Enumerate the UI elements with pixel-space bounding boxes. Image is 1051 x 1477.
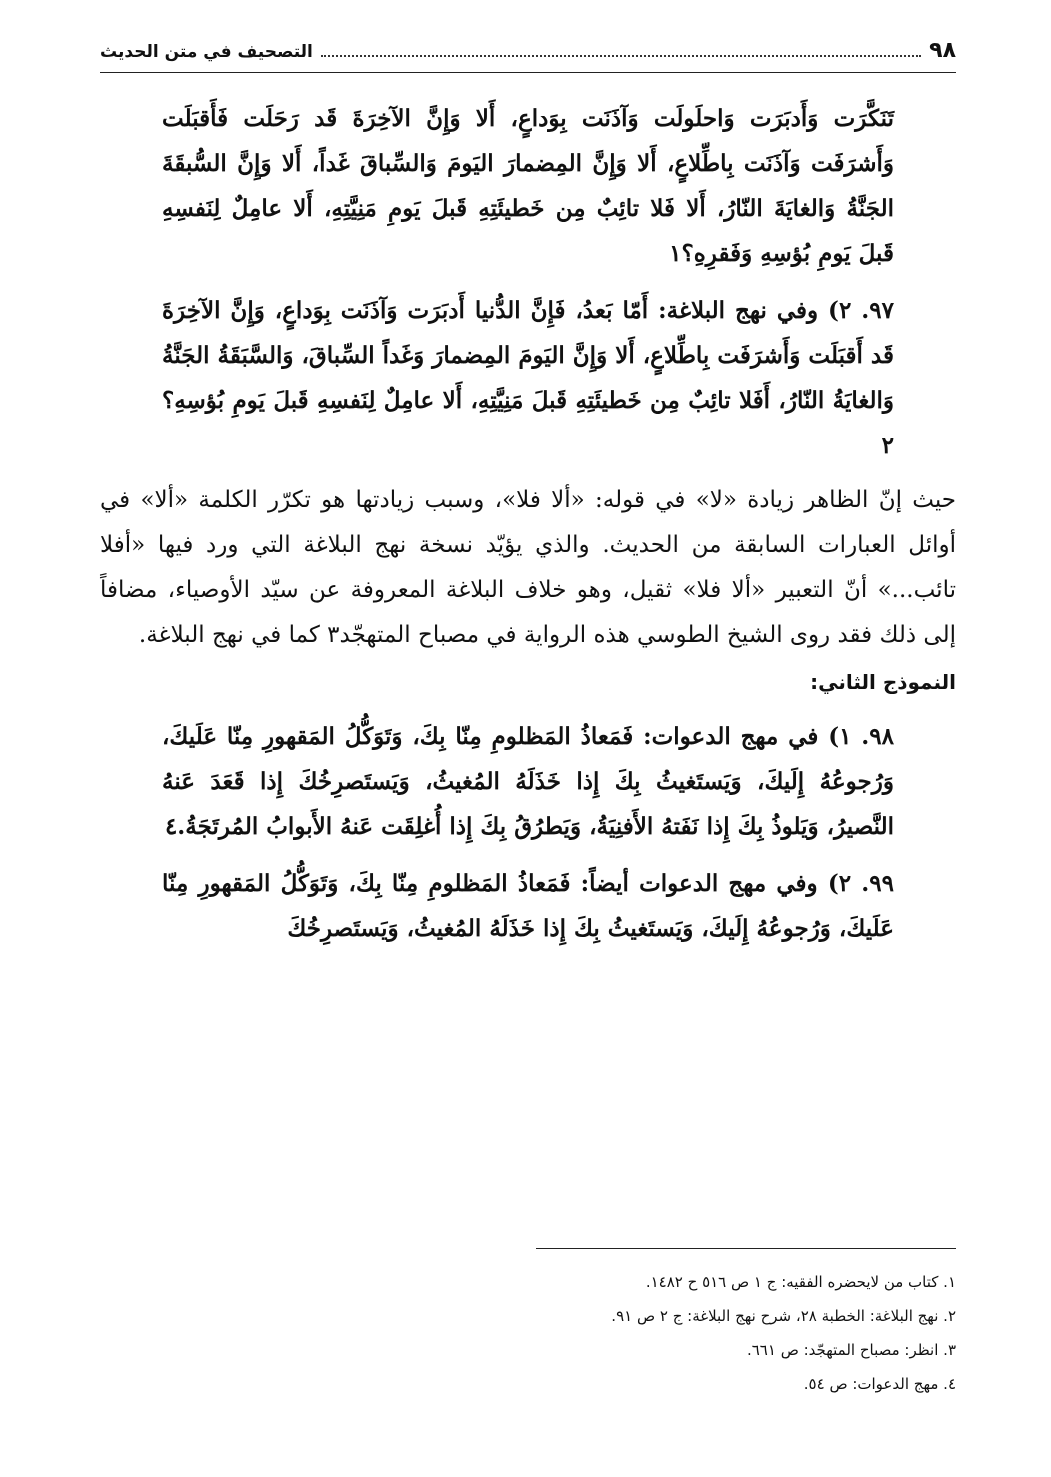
footnote-separator bbox=[536, 1248, 956, 1249]
quote-text: تَنَكَّرَت وَأَدبَرَت وَاحلَولَت وَآذَنَت بِوَداعٍ، أَلا وَإِنَّ الآخِرَةَ قَد رَحَلَت فَأَقبَلَت وَأَشرَفَت وَآذَنَت بِاطِّلاعٍ، أَلا وَإِنَّ المِضمارَ اليَومَ وَالسِّباقَ غَداً، أَلا وَإِنَّ السُّبقَةَ الجَنَّةُ وَالغايَةَ النّارُ، أَلا فَلا تائِبٌ مِن خَطيئَتِهِ قَبلَ يَومِ مَنِيَّتِهِ، أَلا عامِلٌ لِنَفسِهِ قَبلَ يَومِ بُؤسِهِ وَفَقرِهِ؟١ bbox=[162, 105, 894, 267]
footnotes bbox=[100, 1265, 956, 1401]
hadith-quote-2 bbox=[162, 288, 894, 468]
header-rule bbox=[100, 72, 956, 73]
footnote-4: ٤. مهج الدعوات: ص ٥٤. bbox=[803, 1375, 956, 1393]
footnote-2: ٢. نهج البلاغة: الخطبة ٢٨، شرح نهج البلاغة: ج ٢ ص ٩١. bbox=[611, 1307, 956, 1325]
main-text bbox=[100, 96, 956, 951]
footnote-1: ١. كتاب من لايحضره الفقيه: ج ١ ص ٥١٦ ح ١٤٨٢. bbox=[645, 1273, 956, 1291]
quote-text: ٩٨. ١) في مهج الدعوات: فَمَعاذُ المَظلومِ مِنّا بِكَ، وَتَوَكُّلُ المَقهورِ مِنّا عَلَيكَ، وَرُجوعُهُ إِلَيكَ، وَيَستَغيثُ بِكَ إِذا خَذَلَهُ المُغيثُ، وَيَستَصرِخُكَ إِذا قَعَدَ عَنهُ النَّصيرُ، وَيَلوذُ بِكَ إِذا نَفَتهُ الأَفنِيَةُ، وَيَطرُقُ بِكَ إِذا أُغلِقَت عَنهُ الأَبوابُ المُرتَجَةُ.٤ bbox=[162, 723, 895, 840]
section-subheading: النموذج الثاني: bbox=[810, 670, 956, 694]
hadith-quote-3 bbox=[162, 714, 894, 849]
paragraph-text: حيث إنّ الظاهر زيادة «لا» في قوله: «ألا فلا»، وسبب زيادتها هو تكرّر الكلمة «ألا» في أوائل العبارات السابقة من الحديث. والذي يؤيّد نسخة نهج البلاغة التي ورد فيها «أفلا تائب...» أنّ التعبير «ألا فلا» ثقيل، وهو خلاف البلاغة المعروفة عن سيّد الأوصياء، مضافاً إلى ذلك فقد روى الشيخ الطوسي هذه الرواية في مصباح المتهجّد٣ كما في نهج البلاغة. bbox=[100, 487, 956, 648]
commentary-paragraph bbox=[100, 478, 956, 658]
hadith-quote-1 bbox=[162, 96, 894, 276]
hadith-quote-4 bbox=[162, 861, 894, 951]
running-title: التصحيف في متن الحديث bbox=[100, 42, 313, 62]
header-dot-leader bbox=[321, 41, 921, 57]
page-number: ٩٨ bbox=[929, 38, 956, 63]
quote-text: ٩٩. ٢) وفي مهج الدعوات أيضاً: فَمَعاذُ المَظلومِ مِنّا بِكَ، وَتَوَكُّلُ المَقهورِ مِنّا عَلَيكَ، وَرُجوعُهُ إِلَيكَ، وَيَستَغيثُ بِكَ إِذا خَذَلَهُ المُغيثُ، وَيَستَصرِخُكَ bbox=[162, 870, 895, 942]
quote-text: ٩٧. ٢) وفي نهج البلاغة: أَمّا بَعدُ، فَإِنَّ الدُّنيا أَدبَرَت وَآذَنَت بِوَداعٍ، وَإِنَّ الآخِرَةَ قَد أَقبَلَت وَأَشرَفَت بِاطِّلاعٍ، أَلا وَإِنَّ اليَومَ المِضمارَ وَغَداً السِّباقَ، وَالسَّبَقَةُ الجَنَّةُ وَالغايَةُ النّارُ، أَفَلا تائِبٌ مِن خَطيئَتِهِ قَبلَ مَنِيَّتِهِ، أَلا عامِلٌ لِنَفسِهِ قَبلَ يَومِ بُؤسِهِ؟٢ bbox=[162, 297, 895, 459]
running-header bbox=[100, 38, 956, 68]
footnote-3: ٣. انظر: مصباح المتهجّد: ص ٦٦١. bbox=[746, 1341, 956, 1359]
